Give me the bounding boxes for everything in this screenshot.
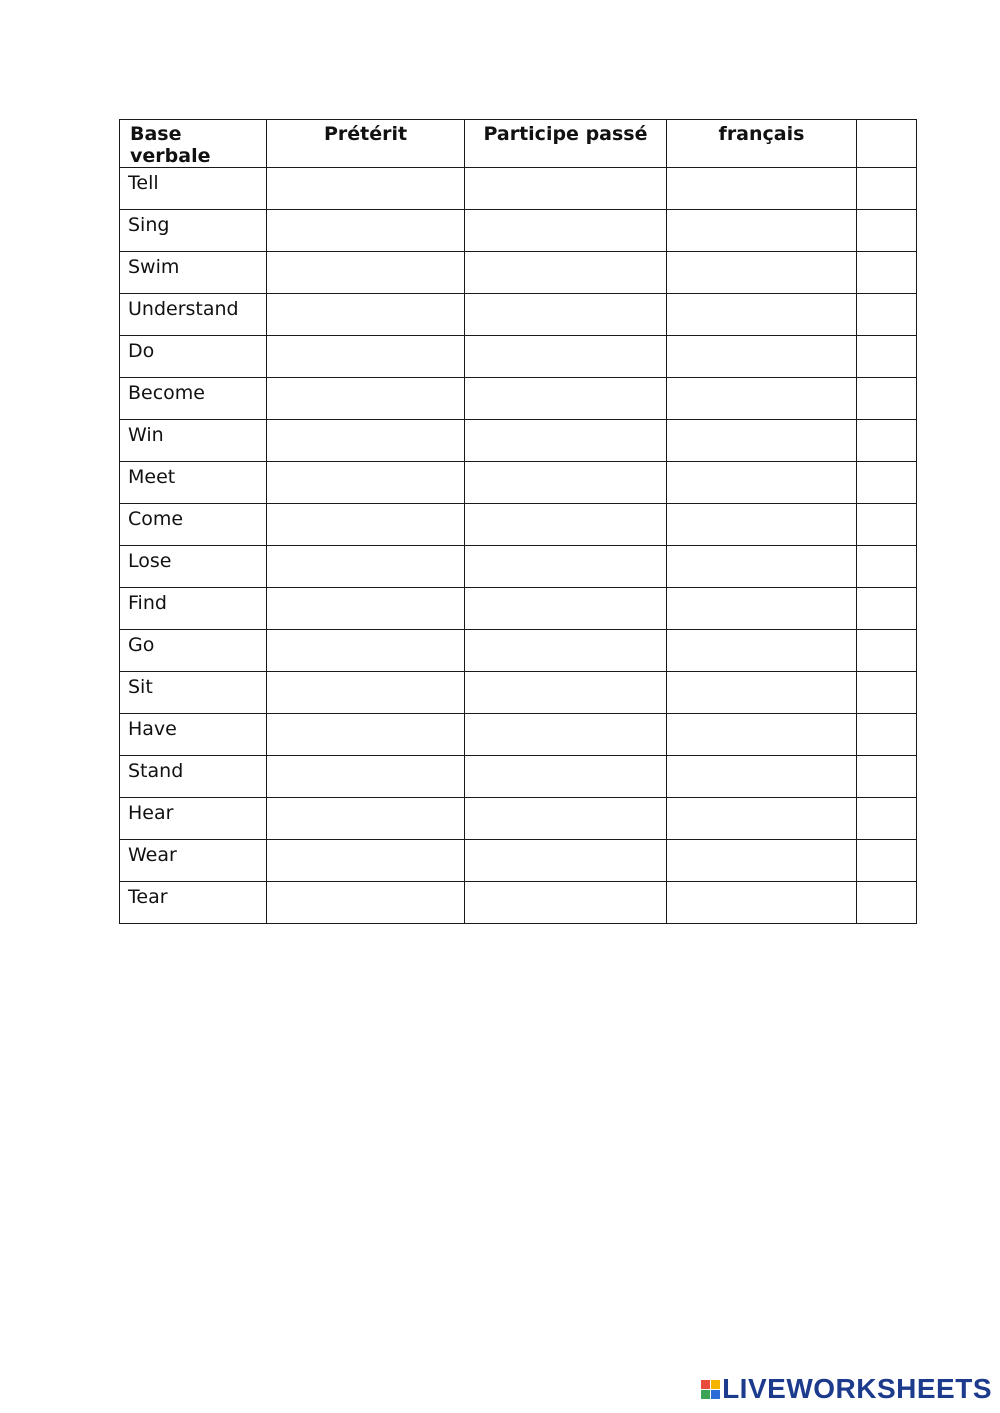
extra-answer-cell[interactable]	[857, 294, 917, 336]
table-row	[120, 756, 917, 798]
extra-answer-cell[interactable]	[857, 756, 917, 798]
francais-answer-cell[interactable]	[667, 462, 857, 504]
participe-answer-cell[interactable]	[465, 798, 667, 840]
table-row	[120, 168, 917, 210]
base-verb-cell: Swim	[120, 252, 267, 294]
francais-answer-cell[interactable]	[667, 294, 857, 336]
participe-answer-cell[interactable]	[465, 420, 667, 462]
francais-answer-cell[interactable]	[667, 588, 857, 630]
extra-answer-cell[interactable]	[857, 168, 917, 210]
participe-answer-cell[interactable]	[465, 504, 667, 546]
preterit-answer-cell[interactable]	[267, 420, 465, 462]
preterit-answer-cell[interactable]	[267, 252, 465, 294]
base-verb-cell: Meet	[120, 462, 267, 504]
francais-answer-cell[interactable]	[667, 756, 857, 798]
preterit-answer-cell[interactable]	[267, 630, 465, 672]
extra-answer-cell[interactable]	[857, 714, 917, 756]
preterit-answer-cell[interactable]	[267, 378, 465, 420]
participe-answer-cell[interactable]	[465, 462, 667, 504]
logo-square	[701, 1390, 710, 1399]
header-preterit: Prétérit	[267, 120, 465, 168]
francais-answer-cell[interactable]	[667, 798, 857, 840]
preterit-answer-cell[interactable]	[267, 504, 465, 546]
table-row	[120, 504, 917, 546]
preterit-answer-cell[interactable]	[267, 882, 465, 924]
base-verb-cell: Tear	[120, 882, 267, 924]
extra-answer-cell[interactable]	[857, 210, 917, 252]
table-row	[120, 546, 917, 588]
header-extra	[857, 120, 917, 168]
preterit-answer-cell[interactable]	[267, 798, 465, 840]
preterit-answer-cell[interactable]	[267, 840, 465, 882]
extra-answer-cell[interactable]	[857, 588, 917, 630]
extra-answer-cell[interactable]	[857, 798, 917, 840]
participe-answer-cell[interactable]	[465, 210, 667, 252]
logo-square	[701, 1380, 710, 1389]
liveworksheets-logo-icon	[701, 1380, 720, 1399]
base-verb-cell: Understand	[120, 294, 267, 336]
base-verb-cell: Have	[120, 714, 267, 756]
participe-answer-cell[interactable]	[465, 714, 667, 756]
francais-answer-cell[interactable]	[667, 672, 857, 714]
verb-table-body	[120, 168, 917, 924]
francais-answer-cell[interactable]	[667, 210, 857, 252]
participe-answer-cell[interactable]	[465, 882, 667, 924]
table-row	[120, 420, 917, 462]
francais-answer-cell[interactable]	[667, 252, 857, 294]
preterit-answer-cell[interactable]	[267, 672, 465, 714]
table-row	[120, 210, 917, 252]
table-row	[120, 630, 917, 672]
base-verb-cell: Hear	[120, 798, 267, 840]
base-verb-cell: Sing	[120, 210, 267, 252]
table-row	[120, 252, 917, 294]
francais-answer-cell[interactable]	[667, 168, 857, 210]
base-verb-cell: Tell	[120, 168, 267, 210]
extra-answer-cell[interactable]	[857, 546, 917, 588]
logo-square	[711, 1380, 720, 1389]
extra-answer-cell[interactable]	[857, 378, 917, 420]
francais-answer-cell[interactable]	[667, 378, 857, 420]
participe-answer-cell[interactable]	[465, 168, 667, 210]
logo-square	[711, 1390, 720, 1399]
header-base-verbale: Base verbale	[120, 120, 267, 168]
preterit-answer-cell[interactable]	[267, 588, 465, 630]
participe-answer-cell[interactable]	[465, 294, 667, 336]
preterit-answer-cell[interactable]	[267, 294, 465, 336]
base-verb-cell: Win	[120, 420, 267, 462]
participe-answer-cell[interactable]	[465, 672, 667, 714]
francais-answer-cell[interactable]	[667, 336, 857, 378]
base-verb-cell: Become	[120, 378, 267, 420]
francais-answer-cell[interactable]	[667, 504, 857, 546]
base-verb-cell: Find	[120, 588, 267, 630]
table-row	[120, 882, 917, 924]
participe-answer-cell[interactable]	[465, 588, 667, 630]
table-row	[120, 378, 917, 420]
participe-answer-cell[interactable]	[465, 252, 667, 294]
table-row	[120, 588, 917, 630]
francais-answer-cell[interactable]	[667, 420, 857, 462]
francais-answer-cell[interactable]	[667, 630, 857, 672]
participe-answer-cell[interactable]	[465, 756, 667, 798]
francais-answer-cell[interactable]	[667, 882, 857, 924]
francais-answer-cell[interactable]	[667, 714, 857, 756]
liveworksheets-logo-text: LIVEWORKSHEETS	[722, 1373, 992, 1404]
base-verb-cell: Come	[120, 504, 267, 546]
participe-answer-cell[interactable]	[465, 378, 667, 420]
table-row	[120, 462, 917, 504]
header-francais: français	[667, 120, 857, 168]
preterit-answer-cell[interactable]	[267, 210, 465, 252]
participe-answer-cell[interactable]	[465, 546, 667, 588]
preterit-answer-cell[interactable]	[267, 756, 465, 798]
participe-answer-cell[interactable]	[465, 336, 667, 378]
extra-answer-cell[interactable]	[857, 420, 917, 462]
extra-answer-cell[interactable]	[857, 252, 917, 294]
extra-answer-cell[interactable]	[857, 630, 917, 672]
table-row	[120, 798, 917, 840]
extra-answer-cell[interactable]	[857, 840, 917, 882]
base-verb-cell: Do	[120, 336, 267, 378]
base-verb-cell: Sit	[120, 672, 267, 714]
preterit-answer-cell[interactable]	[267, 336, 465, 378]
table-row	[120, 714, 917, 756]
extra-answer-cell[interactable]	[857, 882, 917, 924]
table-row	[120, 336, 917, 378]
base-verb-cell: Wear	[120, 840, 267, 882]
verb-table	[119, 119, 917, 924]
francais-answer-cell[interactable]	[667, 840, 857, 882]
extra-answer-cell[interactable]	[857, 336, 917, 378]
extra-answer-cell[interactable]	[857, 504, 917, 546]
base-verb-cell: Stand	[120, 756, 267, 798]
liveworksheets-logo	[701, 1373, 992, 1405]
preterit-answer-cell[interactable]	[267, 168, 465, 210]
preterit-answer-cell[interactable]	[267, 462, 465, 504]
extra-answer-cell[interactable]	[857, 672, 917, 714]
header-participe-passe: Participe passé	[465, 120, 667, 168]
preterit-answer-cell[interactable]	[267, 546, 465, 588]
base-verb-cell: Lose	[120, 546, 267, 588]
preterit-answer-cell[interactable]	[267, 714, 465, 756]
base-verb-cell: Go	[120, 630, 267, 672]
table-row	[120, 294, 917, 336]
table-row	[120, 840, 917, 882]
table-header-row	[120, 120, 917, 168]
participe-answer-cell[interactable]	[465, 630, 667, 672]
participe-answer-cell[interactable]	[465, 840, 667, 882]
extra-answer-cell[interactable]	[857, 462, 917, 504]
francais-answer-cell[interactable]	[667, 546, 857, 588]
table-row	[120, 672, 917, 714]
